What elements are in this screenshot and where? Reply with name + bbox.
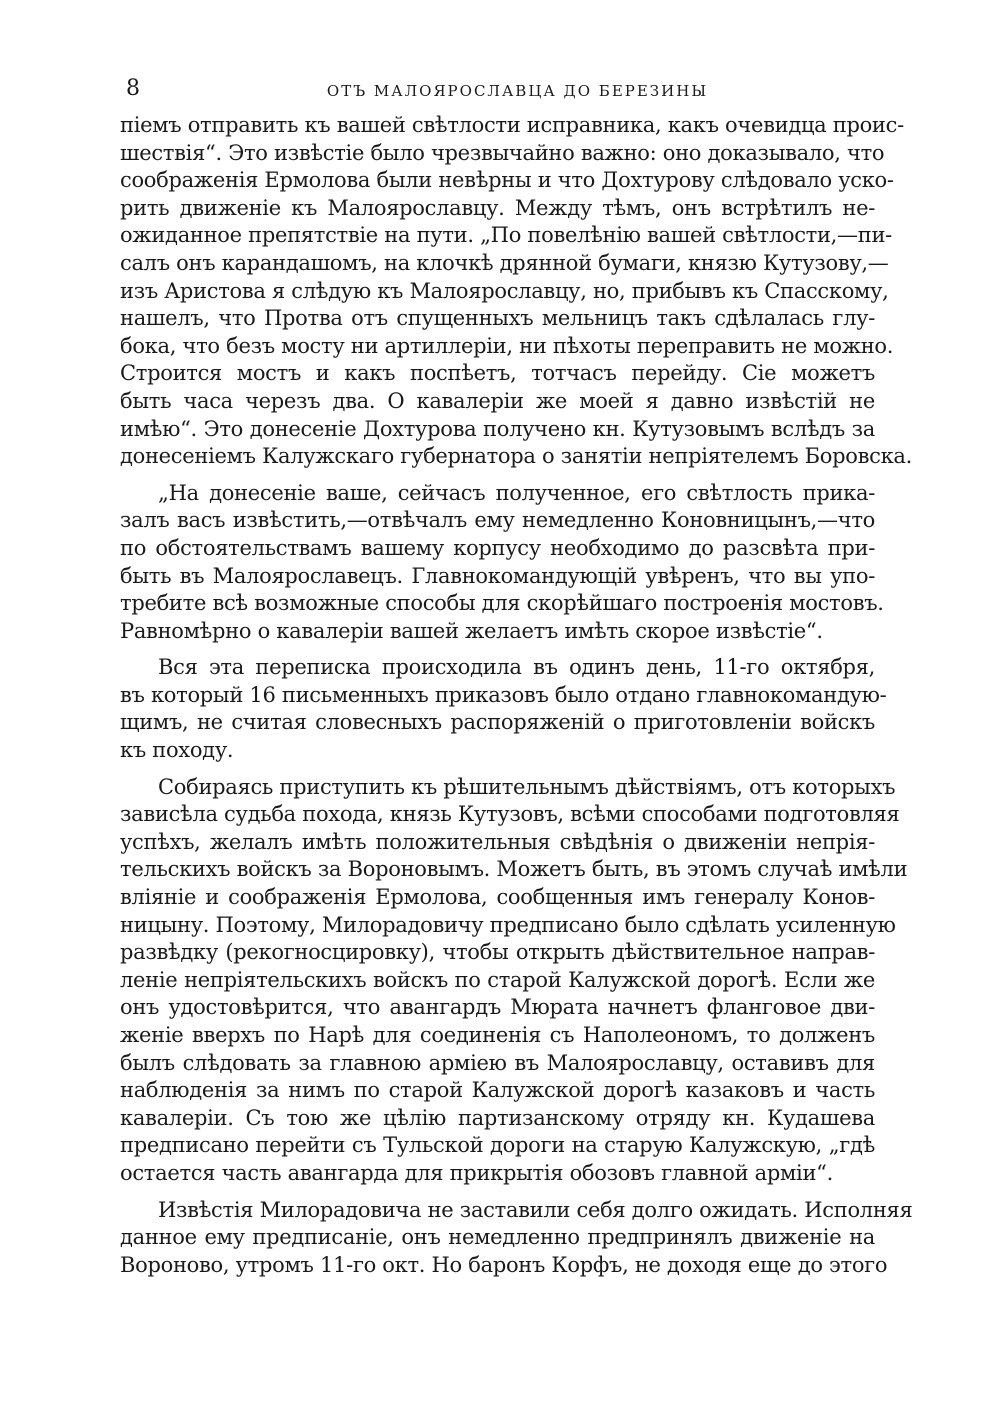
- text-line: салъ онъ карандашомъ, на клочкѣ дрянной бумаги, князю Кутузову,—: [120, 250, 889, 275]
- text-line: женіе вверхъ по Нарѣ для соединенія съ Наполеономъ, то долженъ: [120, 1023, 875, 1047]
- text-line: быть въ Малоярославецъ. Главнокомандующій увѣренъ, что вы упо-: [120, 563, 875, 588]
- text-line: залъ васъ извѣстить,—отвѣчалъ ему немедленно Коновницынъ,—что: [120, 508, 875, 533]
- body-text: [120, 112, 913, 1279]
- text-line: предписано перейти съ Тульской дороги на старую Калужскую, „гдѣ: [120, 1133, 875, 1158]
- text-line: ницыну. Поэтому, Милорадовичу предписано было сдѣлать усиленную: [120, 912, 896, 937]
- text-line: Строится мостъ и какъ поспѣетъ, тотчасъ перейду. Сіе можетъ: [120, 361, 875, 386]
- text-line: вліяніе и соображенія Ермолова, сообщенныя имъ генералу Конов-: [120, 885, 875, 910]
- text-line: успѣхъ, желалъ имѣть положительныя свѣдѣнія о движеніи непрія-: [120, 829, 875, 854]
- text-line: Равномѣрно о кавалеріи вашей желаетъ имѣть скорое извѣстіе“.: [120, 618, 823, 643]
- text-line: зависѣла судьба похода, князь Кутузовъ, всѣми способами подготовляя: [120, 802, 900, 827]
- text-line: рить движеніе къ Малоярославцу. Между тѣмъ, онъ встрѣтилъ не-: [120, 195, 875, 220]
- text-line: соображенія Ермолова были невѣрны и что Дохтурову слѣдовало уско-: [120, 168, 894, 193]
- text-line: Извѣстія Милорадовича не заставили себя долго ожидать. Исполняя: [158, 1197, 913, 1222]
- text-line: быть часа черезъ два. О кавалеріи же моей я давно извѣстій не: [120, 388, 875, 413]
- text-line: изъ Аристова я слѣдую къ Малоярославцу, но, прибывъ къ Спасскому,: [120, 278, 889, 303]
- text-line: въ который 16 письменныхъ приказовъ было отдано главнокомандую-: [120, 682, 887, 707]
- text-line: донесеніемъ Калужскаго губернатора о занятіи непріятелемъ Боровска.: [120, 444, 913, 469]
- text-line: шествія“. Это извѣстіе было чрезвычайно важно: оно доказывало, что: [120, 140, 885, 165]
- text-line: имѣю“. Это донесеніе Дохтурова получено кн. Кутузовымъ вслѣдъ за: [120, 416, 875, 441]
- text-line: ожиданное препятствіе на пути. „По повелѣнію вашей свѣтлости,—пи-: [120, 223, 892, 248]
- text-line: щимъ, не считая словесныхъ распоряженій о приготовленіи войскъ: [120, 710, 875, 735]
- text-line: былъ слѣдовать за главною арміею въ Малоярославцу, оставивъ для: [120, 1050, 875, 1075]
- text-line: кавалеріи. Съ тою же цѣлію партизанскому отряду кн. Кудашева: [120, 1105, 875, 1130]
- text-line: бока, что безъ мосту ни артиллеріи, ни пѣхоты переправить не можно.: [120, 333, 894, 358]
- paragraph: [120, 774, 908, 1188]
- paragraph: [120, 112, 913, 471]
- text-line: піемъ отправить къ вашей свѣтлости исправника, какъ очевидца проис-: [120, 113, 904, 137]
- page-number: 8: [126, 76, 140, 101]
- text-line: данное ему предписаніе, онъ немедленно предпринялъ движеніе на: [120, 1225, 875, 1250]
- running-title: ОТЪ МАЛОЯРОСЛАВЦА ДО БЕРЕЗИНЫ: [326, 82, 709, 100]
- text-line: леніе непріятельскихъ войскъ по старой Калужской дорогѣ. Если же: [120, 967, 875, 992]
- running-head: [120, 72, 875, 112]
- text-line: нашелъ, что Протва отъ спущенныхъ мельницъ такъ сдѣлалась глу-: [120, 306, 875, 331]
- text-line: Вся эта переписка происходила въ одинъ день, 11-го октября,: [158, 655, 875, 680]
- text-line: Собираясь приступить къ рѣшительнымъ дѣйствіямъ, отъ которыхъ: [158, 774, 896, 799]
- text-line: по обстоятельствамъ вашему корпусу необходимо до разсвѣта при-: [120, 535, 875, 560]
- paragraph: [120, 1197, 913, 1280]
- text-line: развѣдку (рекогносцировку), чтобы открыть дѣйствительное направ-: [120, 940, 875, 965]
- text-line: наблюденія за нимъ по старой Калужской дорогѣ казаковъ и часть: [120, 1078, 875, 1103]
- text-line: тельскихъ войскъ за Вороновымъ. Можетъ быть, въ этомъ случаѣ имѣли: [120, 857, 908, 882]
- paragraph: [120, 654, 887, 764]
- paragraph: [120, 480, 884, 646]
- text-line: требите всѣ возможные способы для скорѣйшаго построенія мостовъ.: [120, 591, 884, 616]
- text-line: къ походу.: [120, 738, 234, 763]
- text-line: остается часть авангарда для прикрытія обозовъ главной арміи“.: [120, 1160, 833, 1185]
- book-page: [120, 72, 913, 1288]
- text-line: „На донесеніе ваше, сейчасъ полученное, его свѣтлость прика-: [158, 480, 875, 505]
- text-line: онъ удостовѣрится, что авангардъ Мюрата начнетъ фланговое дви-: [120, 995, 875, 1020]
- text-line: Вороново, утромъ 11-го окт. Но баронъ Корфъ, не доходя еще до этого: [120, 1252, 888, 1277]
